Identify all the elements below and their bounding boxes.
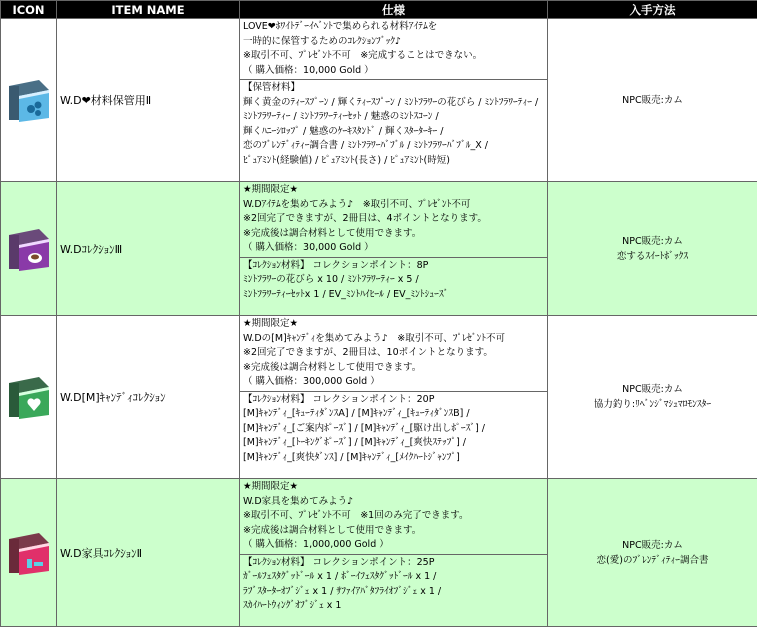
icon-cell <box>1 19 57 182</box>
acquisition-line: 協力釣り:ﾘﾍﾞﾝｼﾞﾏｼｭﾏﾛﾓﾝｽﾀｰ <box>593 399 712 410</box>
header-item-name: ITEM NAME <box>57 1 240 19</box>
spec-description <box>240 479 547 555</box>
header-icon: ICON <box>1 1 57 19</box>
item-name: W.D❤材料保管用Ⅱ <box>57 19 240 182</box>
table-row <box>1 479 757 627</box>
spec-line: ※取引不可、ﾌﾟﾚｾﾞﾝﾄ不可 ※1回のみ完了できます。 <box>243 510 469 521</box>
spec-description <box>240 316 547 392</box>
acquisition-cell <box>548 19 757 182</box>
material-line: ﾐﾝﾄﾌﾗﾜｰﾃｨｰｾｯﾄx 1 / EV_ﾐﾝﾄﾊｲﾋｰﾙ / EV_ﾐﾝﾄｼｭｰｽﾞ <box>243 288 449 300</box>
header-row <box>1 1 757 19</box>
material-line: 恋のﾌﾞﾚﾝﾃﾞｨﾃｨｰ調合書 / ﾐﾝﾄﾌﾗﾜｰﾊﾞﾌﾞﾙ / ﾐﾝﾄﾌﾗﾜｰﾊﾞﾌﾞﾙ_X / <box>243 140 488 151</box>
item-name: W.DｺﾚｸｼｮﾝⅢ <box>57 182 240 316</box>
purple-book-icon <box>5 225 53 273</box>
spec-line: LOVE❤ﾎﾜｲﾄﾃﾞｰｲﾍﾞﾝﾄで集められる材料ｱｲﾃﾑを <box>243 21 438 32</box>
header-spec: 仕様 <box>240 1 548 19</box>
item-name: W.D家具ｺﾚｸｼｮﾝⅡ <box>57 479 240 627</box>
material-line: 【保管材料】 <box>243 82 301 93</box>
material-line: ｽｶｲﾊｰﾄｳｨﾝｸﾞｵﾌﾞｼﾞｪ x 1 <box>243 600 342 611</box>
blue-book-icon <box>5 76 53 124</box>
acquisition-line: NPC販売:カム <box>622 539 683 551</box>
spec-line: ※完成後は調合材料として使用できます。 <box>243 524 422 536</box>
material-line: ﾐﾝﾄﾌﾗﾜｰの花びら x 10 / ﾐﾝﾄﾌﾗﾜｰﾃｨｰ x 5 / <box>243 274 419 285</box>
green-book-icon <box>5 373 53 421</box>
spec-line: ★期間限定★ <box>243 184 299 195</box>
spec-description <box>240 19 547 80</box>
spec-cell <box>240 19 548 182</box>
acquisition-cell <box>548 182 757 316</box>
header-acquisition: 入手方法 <box>548 1 757 19</box>
spec-materials <box>240 258 547 304</box>
acquisition-line: 恋するｽｲｰﾄﾎﾞｯｸｽ <box>616 250 689 262</box>
material-line: 輝く黄金のﾃｨｰｽﾌﾟｰﾝ / 輝くﾃｨｰｽﾌﾟｰﾝ / ﾐﾝﾄﾌﾗﾜｰの花びら / ﾐﾝﾄﾌﾗﾜｰﾃｨｰ / <box>243 96 539 108</box>
spec-line: （ 購入価格：1,000,000 Gold ） <box>243 539 389 550</box>
material-line: [M]ｷｬﾝﾃﾞｨ_[ﾄｰｷﾝｸﾞﾎﾟｰｽﾞ] / [M]ｷｬﾝﾃﾞｨ_[爽快ｽﾃｯﾌﾟ] / <box>243 437 467 448</box>
spec-line: 一時的に保管するためのｺﾚｸｼｮﾝﾌﾞｯｸ♪ <box>243 35 402 47</box>
spec-line: W.D家具を集めてみよう♪ <box>243 495 354 507</box>
icon-cell <box>1 182 57 316</box>
spec-materials <box>240 392 547 467</box>
spec-line: ★期間限定★ <box>243 481 299 492</box>
spec-line: ※2回完了できますが、2冊目は、10ポイントとなります。 <box>243 347 493 358</box>
material-line: 【ｺﾚｸｼｮﾝ材料】 コレクションポイント：25P <box>243 556 435 568</box>
spec-cell <box>240 316 548 479</box>
spec-line: W.Dの[M]ｷｬﾝﾃﾞｨを集めてみよう♪ ※取引不可、ﾌﾟﾚｾﾞﾝﾄ不可 <box>243 332 506 344</box>
icon-cell <box>1 479 57 627</box>
material-line: [M]ｷｬﾝﾃﾞｨ_[ご案内ﾎﾟｰｽﾞ] / [M]ｷｬﾝﾃﾞｨ_[駆け出しﾎﾟｰｽﾞ] / <box>243 422 486 434</box>
spec-line: （ 購入価格：30,000 Gold ） <box>243 242 374 253</box>
table-row <box>1 182 757 316</box>
acquisition-line: NPC販売:カム <box>622 384 683 395</box>
red-book-icon <box>5 529 53 577</box>
spec-materials <box>240 80 547 169</box>
material-line: ｶﾞｰﾙﾌｪｽﾀｸﾞｯﾄﾞｰﾙ x 1 / ﾎﾞｰｲﾌｪｽﾀｸﾞｯﾄﾞｰﾙ x 1 / <box>243 571 437 582</box>
material-line: [M]ｷｬﾝﾃﾞｨ_[ｷｭｰﾃｨﾀﾞﾝｽA] / [M]ｷｬﾝﾃﾞｨ_[ｷｭｰﾃｨﾀﾞﾝｽB] / <box>243 408 470 419</box>
material-line: [M]ｷｬﾝﾃﾞｨ_[爽快ﾀﾞﾝｽ] / [M]ｷｬﾝﾃﾞｨ_[ﾒｲｸﾊｰﾄｼﾞｬﾝﾌﾟ] <box>243 451 460 463</box>
spec-line: （ 購入価格：10,000 Gold ） <box>243 64 374 76</box>
spec-line: ※2回完了できますが、2冊目は、4ポイントとなります。 <box>243 213 487 224</box>
icon-cell <box>1 316 57 479</box>
spec-line: ★期間限定★ <box>243 318 299 329</box>
acquisition-cell <box>548 316 757 479</box>
spec-line: （ 購入価格：300,000 Gold ） <box>243 376 380 387</box>
acquisition-line: NPC販売:カム <box>622 94 683 106</box>
spec-description <box>240 182 547 258</box>
spec-cell <box>240 479 548 627</box>
acquisition-line: NPC販売:カム <box>622 235 683 247</box>
material-line: 【ｺﾚｸｼｮﾝ材料】 コレクションポイント：8P <box>243 259 429 271</box>
spec-line: W.Dｱｲﾃﾑを集めてみよう♪ ※取引不可、ﾌﾟﾚｾﾞﾝﾄ不可 <box>243 198 471 210</box>
table-row <box>1 19 757 182</box>
acquisition-cell <box>548 479 757 627</box>
spec-materials <box>240 555 547 615</box>
material-line: ﾐﾝﾄﾌﾗﾜｰﾃｨｰ / ﾐﾝﾄﾌﾗﾜｰﾃｨｰｾｯﾄ / 魅惑のﾐﾝﾄｽｺｰﾝ / <box>243 111 439 122</box>
material-line: ﾋﾟｭｱﾐﾝﾄ(経験値) / ﾋﾟｭｱﾐﾝﾄ(長さ) / ﾋﾟｭｱﾐﾝﾄ(時短) <box>243 154 450 166</box>
spec-line: ※完成後は調合材料として使用できます。 <box>243 361 422 373</box>
item-name: W.D[M]ｷｬﾝﾃﾞｨｺﾚｸｼｮﾝ <box>57 316 240 479</box>
spec-cell <box>240 182 548 316</box>
material-line: ﾗﾌﾞｽﾀｰﾀｰｵﾌﾞｼﾞｪ x 1 / ｻﾌｧｲｱﾊﾞﾀﾌﾗｲｵﾌﾞｼﾞｪ x 1 / <box>243 585 442 597</box>
material-line: 輝くﾊﾆｰｼﾛｯﾌﾟ / 魅惑のｹｰｷｽﾀﾝﾄﾞ / 輝くｽﾀｰﾀｰｷｰ / <box>243 125 444 137</box>
table-row <box>1 316 757 479</box>
acquisition-line: 恋(愛)のﾌﾞﾚﾝﾃﾞｨﾃｨｰ調合書 <box>596 554 709 566</box>
spec-line: ※取引不可、ﾌﾟﾚｾﾞﾝﾄ不可 ※完成することはできない。 <box>243 50 483 61</box>
spec-line: ※完成後は調合材料として使用できます。 <box>243 227 422 239</box>
material-line: 【ｺﾚｸｼｮﾝ材料】 コレクションポイント：20P <box>243 393 435 405</box>
